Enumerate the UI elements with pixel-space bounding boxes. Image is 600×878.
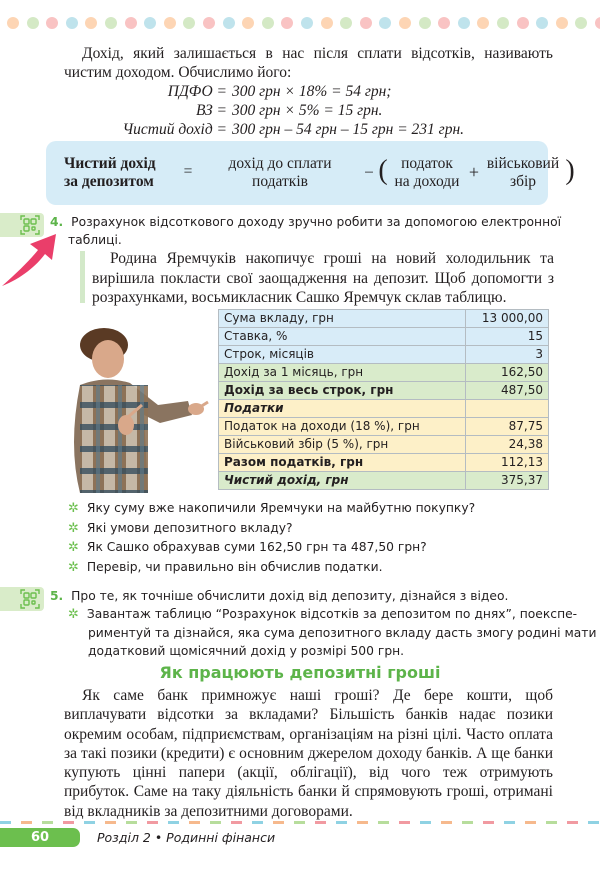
decorative-dash bbox=[462, 821, 473, 824]
table-row bbox=[219, 382, 549, 400]
decorative-dash bbox=[252, 821, 263, 824]
decorative-dot bbox=[46, 17, 58, 29]
decorative-dot bbox=[223, 17, 235, 29]
boy-pointing-illustration bbox=[60, 325, 210, 493]
row-label: Військовий збір (5 %), грн bbox=[219, 436, 466, 454]
table-row bbox=[219, 364, 549, 382]
decorative-dot bbox=[595, 17, 600, 29]
row-value: 375,37 bbox=[466, 472, 549, 490]
qr-code-icon[interactable] bbox=[0, 587, 44, 611]
decorative-dot bbox=[144, 17, 156, 29]
row-label: Сума вкладу, грн bbox=[219, 310, 466, 328]
formula-result-line2: за депозитом bbox=[64, 173, 154, 190]
row-label: Дохід за 1 місяць, грн bbox=[219, 364, 466, 382]
sun-bullet-icon: ✲ bbox=[68, 501, 79, 516]
formula-net bbox=[64, 120, 553, 139]
decorative-dash bbox=[399, 821, 410, 824]
sun-bullet-icon: ✲ bbox=[68, 607, 79, 622]
row-label: Податки bbox=[219, 400, 466, 418]
net-income-formula-box bbox=[46, 141, 575, 205]
question-item bbox=[68, 538, 558, 558]
decorative-dash bbox=[315, 821, 326, 824]
scan-icon bbox=[20, 589, 40, 609]
sun-bullet-icon: ✲ bbox=[68, 540, 79, 555]
decorative-dash bbox=[504, 821, 515, 824]
decorative-dot bbox=[379, 17, 391, 29]
decorative-dot bbox=[556, 17, 568, 29]
intro-block bbox=[64, 45, 553, 139]
question-text: Які умови депозитного вкладу? bbox=[86, 520, 293, 535]
formula-military-line2: збір bbox=[509, 173, 537, 190]
decorative-dash bbox=[294, 821, 305, 824]
decorative-dash bbox=[210, 821, 221, 824]
task-text: Про те, як точніше обчислити дохід від депозиту, дізнайся з відео. bbox=[71, 589, 509, 603]
row-label: Строк, місяців bbox=[219, 346, 466, 364]
decorative-dot bbox=[105, 17, 117, 29]
decorative-dot bbox=[458, 17, 470, 29]
row-value: 112,13 bbox=[466, 454, 549, 472]
decorative-dash bbox=[21, 821, 32, 824]
row-value: 15 bbox=[466, 328, 549, 346]
task-text-line2: таблиці. bbox=[68, 233, 122, 247]
table-row bbox=[219, 310, 549, 328]
task-5-subtask-line2 bbox=[50, 624, 597, 642]
decorative-dot bbox=[536, 17, 548, 29]
page-number bbox=[0, 828, 80, 847]
chapter-title: Розділ 2 • Родинні фінанси bbox=[97, 830, 276, 845]
section-body bbox=[64, 686, 553, 821]
minus-sign: – bbox=[365, 163, 373, 180]
task-5-subtask-line1 bbox=[68, 605, 578, 624]
sun-bullet-icon: ✲ bbox=[68, 520, 79, 536]
decorative-dash bbox=[0, 821, 11, 824]
question-item bbox=[68, 499, 558, 519]
formulas bbox=[64, 82, 553, 139]
decorative-dot bbox=[399, 17, 411, 29]
decorative-dashes bbox=[0, 821, 600, 825]
decorative-dot bbox=[262, 17, 274, 29]
plus-sign: + bbox=[468, 162, 480, 182]
section-heading: Як працюють депозитні гроші bbox=[159, 663, 441, 682]
equals-sign: = bbox=[183, 163, 193, 180]
decorative-dash bbox=[336, 821, 347, 824]
task-4-line1 bbox=[50, 213, 560, 231]
table-row bbox=[219, 328, 549, 346]
formula-pdfo bbox=[64, 82, 553, 101]
task-5-line bbox=[50, 587, 560, 605]
formula-income-line1: дохід до сплати bbox=[228, 155, 332, 172]
question-text: Перевір, чи правильно він обчислив податки. bbox=[86, 559, 383, 574]
section-body-text: Як саме банк примножує наші гроші? Де бере кошти, щоб виплачувати відсотки за вкладами? Більшість банків надає позики окремим особам, підприємствам, організаціям на різні цілі. Часто оплата за такі позики (кредити) є основним джерелом доходу банків. А ще банки купують цінні папери (акції, облігації), від чого теж отримують прибуток. Саме на таку діяльність банки й спрямовують гроші, отримані від вкладників за депозитними договорами. bbox=[64, 687, 553, 820]
row-label: Дохід за весь строк, грн bbox=[219, 382, 466, 400]
formula-lhs: Чистий дохід = bbox=[122, 121, 227, 138]
question-text: Яку суму вже накопичили Яремчуки на майбутню покупку? bbox=[86, 501, 476, 515]
decorative-dot bbox=[340, 17, 352, 29]
decorative-dash bbox=[483, 821, 494, 824]
intro-text: Дохід, який залишається в нас після сплати відсотків, називають чистим доходом. Обчислимо його: bbox=[64, 45, 553, 81]
formula-lhs: ПДФО = bbox=[167, 83, 227, 100]
decorative-dot bbox=[66, 17, 78, 29]
question-text: Як Сашко обрахував суми 162,50 грн та 487,50 грн? bbox=[86, 540, 427, 554]
table-row bbox=[219, 454, 549, 472]
question-item bbox=[68, 558, 558, 578]
formula-lhs: ВЗ = bbox=[196, 102, 227, 119]
decorative-dash bbox=[189, 821, 200, 824]
decorative-dash bbox=[63, 821, 74, 824]
deposit-calculation-table bbox=[218, 309, 549, 490]
formula-tax-line1: податок bbox=[401, 155, 453, 172]
sun-bullet-icon: ✲ bbox=[68, 559, 79, 575]
subtask-line2: риментуй та дізнайся, яка сума депозитного вкладу дасть змогу родині мати bbox=[88, 626, 597, 640]
decorative-dash bbox=[525, 821, 536, 824]
decorative-dot bbox=[203, 17, 215, 29]
decorative-dots bbox=[0, 17, 600, 31]
table-row bbox=[219, 436, 549, 454]
decorative-dot bbox=[281, 17, 293, 29]
table-row bbox=[219, 418, 549, 436]
decorative-dash bbox=[378, 821, 389, 824]
formula-vz bbox=[64, 101, 553, 120]
task-number: 5. bbox=[50, 589, 64, 603]
table-row bbox=[219, 346, 549, 364]
question-item bbox=[68, 519, 558, 539]
row-value: 87,75 bbox=[466, 418, 549, 436]
row-label: Податок на доходи (18 %), грн bbox=[219, 418, 466, 436]
decorative-dash bbox=[126, 821, 137, 824]
decorative-dot bbox=[419, 17, 431, 29]
decorative-dot bbox=[575, 17, 587, 29]
formula-income-line2: податків bbox=[252, 173, 308, 190]
formula-rhs: 300 грн × 18% = 54 грн; bbox=[232, 83, 392, 100]
decorative-dash bbox=[168, 821, 179, 824]
decorative-dot bbox=[164, 17, 176, 29]
row-label: Чистий дохід, грн bbox=[219, 472, 466, 490]
formula-tax-line2: на доходи bbox=[394, 173, 460, 190]
decorative-dash bbox=[147, 821, 158, 824]
decorative-dash bbox=[273, 821, 284, 824]
decorative-dot bbox=[85, 17, 97, 29]
decorative-dash bbox=[567, 821, 578, 824]
decorative-dash bbox=[546, 821, 557, 824]
decorative-dot bbox=[7, 17, 19, 29]
formula-result-line1: Чистий дохід bbox=[64, 155, 156, 172]
decorative-dot bbox=[360, 17, 372, 29]
task-text-line1: Розрахунок відсоткового доходу зручно робити за допомогою електронної bbox=[71, 215, 562, 229]
formula-tax bbox=[391, 155, 463, 191]
decorative-dot bbox=[125, 17, 137, 29]
row-value bbox=[466, 400, 549, 418]
decorative-dash bbox=[42, 821, 53, 824]
story-text: Родина Яремчуків накопичує гроші на новий холодильник та вирішила покласти свої заощадження на депозит. Щоб допомогти з розрахунками, восьмикласник Сашко Яремчук склав таблицю. bbox=[92, 250, 554, 306]
decorative-dash bbox=[105, 821, 116, 824]
formula-income bbox=[204, 155, 356, 191]
row-value: 162,50 bbox=[466, 364, 549, 382]
decorative-dash bbox=[357, 821, 368, 824]
close-paren: ) bbox=[565, 155, 575, 186]
decorative-dot bbox=[477, 17, 489, 29]
task-5 bbox=[50, 587, 597, 660]
question-list bbox=[68, 499, 558, 577]
decorative-dash bbox=[231, 821, 242, 824]
decorative-dot bbox=[27, 17, 39, 29]
row-label: Ставка, % bbox=[219, 328, 466, 346]
subtask-line3: додатковий щомісячний дохід у розмірі 500 грн. bbox=[88, 644, 405, 658]
task-4 bbox=[50, 213, 560, 249]
decorative-dot bbox=[183, 17, 195, 29]
table-row bbox=[219, 400, 549, 418]
decorative-dot bbox=[497, 17, 509, 29]
table-row bbox=[219, 472, 549, 490]
row-value: 3 bbox=[466, 346, 549, 364]
formula-rhs: 300 грн – 54 грн – 15 грн = 231 грн. bbox=[232, 121, 465, 138]
decorative-dot bbox=[301, 17, 313, 29]
task-number: 4. bbox=[50, 215, 64, 229]
row-label: Разом податків, грн bbox=[219, 454, 466, 472]
formula-military bbox=[484, 155, 562, 191]
task-4-line2 bbox=[50, 231, 560, 249]
decorative-dot bbox=[242, 17, 254, 29]
row-value: 24,38 bbox=[466, 436, 549, 454]
decorative-dot bbox=[517, 17, 529, 29]
decorative-dot bbox=[438, 17, 450, 29]
page-number-text: 60 bbox=[30, 830, 50, 845]
story-accent-bar bbox=[80, 251, 85, 303]
decorative-dash bbox=[420, 821, 431, 824]
task-5-subtask-line3 bbox=[50, 642, 560, 660]
formula-result bbox=[64, 155, 174, 191]
decorative-dash bbox=[84, 821, 95, 824]
subtask-line1: Завантаж таблицю “Розрахунок відсотків за депозитом по днях”, поекспе- bbox=[86, 607, 578, 621]
formula-military-line1: військовий bbox=[486, 155, 560, 172]
decorative-dash bbox=[588, 821, 599, 824]
decorative-dash bbox=[441, 821, 452, 824]
open-paren: ( bbox=[378, 155, 388, 186]
row-value: 487,50 bbox=[466, 382, 549, 400]
intro-paragraph bbox=[64, 45, 553, 82]
formula-rhs: 300 грн × 5% = 15 грн. bbox=[232, 102, 383, 119]
story-paragraph bbox=[92, 249, 554, 308]
decorative-dot bbox=[321, 17, 333, 29]
row-value: 13 000,00 bbox=[466, 310, 549, 328]
